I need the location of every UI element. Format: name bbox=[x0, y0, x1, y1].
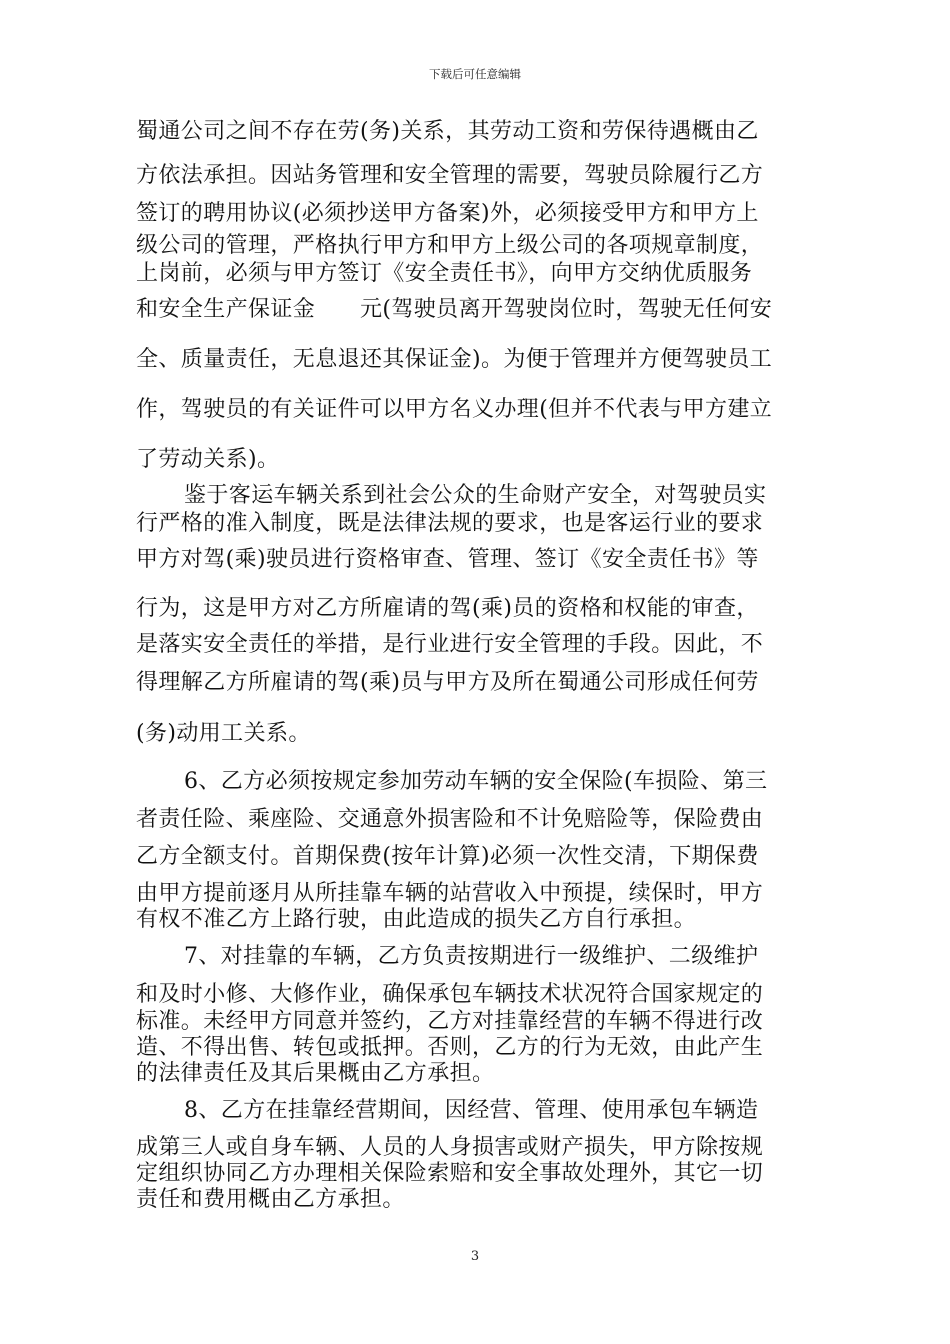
text-line: 的法律责任及其后果概由乙方承担。 bbox=[136, 1061, 495, 1086]
text-line: 者责任险、乘座险、交通意外损害险和不计免赔险等，保险费由 bbox=[136, 807, 764, 832]
text-line: 了劳动关系)。 bbox=[136, 447, 280, 472]
text-line: 全、质量责任，无息退还其保证金)。为便于管理并方便驾驶员工 bbox=[136, 347, 773, 372]
text-line: 甲方对驾(乘)驶员进行资格审查、管理、签订《安全责任书》等 bbox=[136, 547, 759, 572]
text-line: 级公司的管理，严格执行甲方和甲方上级公司的各项规章制度， bbox=[136, 233, 764, 258]
text-line: 得理解乙方所雇请的驾(乘)员与甲方及所在蜀通公司形成任何劳 bbox=[136, 670, 759, 695]
paragraph-first-line: 7、对挂靠的车辆，乙方负责按期进行一级维护、二级维护 bbox=[184, 944, 759, 969]
text-line: 签订的聘用协议(必须抄送甲方备案)外，必须接受甲方和甲方上 bbox=[136, 201, 759, 226]
text-line: 和安全生产保证金 元(驾驶员离开驾驶岗位时，驾驶无任何安 bbox=[136, 297, 773, 322]
text-line: 和及时小修、大修作业，确保承包车辆技术状况符合国家规定的 bbox=[136, 982, 764, 1007]
text-line: 由甲方提前逐月从所挂靠车辆的站营收入中预提，续保时，甲方 bbox=[136, 881, 764, 906]
text-line: 作，驾驶员的有关证件可以甲方名义办理(但并不代表与甲方建立 bbox=[136, 397, 773, 422]
text-line: 上岗前，必须与甲方签订《安全责任书》，向甲方交纳优质服务 bbox=[136, 261, 753, 286]
text-line: 方依法承担。因站务管理和安全管理的需要，驾驶员除履行乙方 bbox=[136, 163, 764, 188]
text-line: 蜀通公司之间不存在劳(务)关系，其劳动工资和劳保待遇概由乙 bbox=[136, 119, 759, 144]
text-line: 行为，这是甲方对乙方所雇请的驾(乘)员的资格和权能的审查， bbox=[136, 596, 759, 621]
text-line: 行严格的准入制度，既是法律法规的要求，也是客运行业的要求 bbox=[136, 511, 764, 536]
text-line: 有权不准乙方上路行驶，由此造成的损失乙方自行承担。 bbox=[136, 907, 697, 932]
page-number: 3 bbox=[470, 1249, 480, 1264]
paragraph-first-line: 6、乙方必须按规定参加劳动车辆的安全保险(车损险、第三 bbox=[184, 769, 768, 794]
text-line: 乙方全额支付。首期保费(按年计算)必须一次性交清，下期保费 bbox=[136, 844, 759, 869]
paragraph-first-line: 鉴于客运车辆关系到社会公众的生命财产安全，对驾驶员实 bbox=[184, 483, 767, 508]
text-line: 造、不得出售、转包或抵押。否则，乙方的行为无效，由此产生 bbox=[136, 1035, 764, 1060]
text-line: 是落实安全责任的举措，是行业进行安全管理的手段。因此，不 bbox=[136, 632, 764, 657]
text-line: 标准。未经甲方同意并签约，乙方对挂靠经营的车辆不得进行改 bbox=[136, 1009, 764, 1034]
paragraph-first-line: 8、乙方在挂靠经营期间，因经营、管理、使用承包车辆造 bbox=[184, 1098, 759, 1123]
header-note: 下载后可任意编辑 bbox=[429, 67, 521, 81]
text-line: 成第三人或自身车辆、人员的人身损害或财产损失，甲方除按规 bbox=[136, 1135, 764, 1160]
text-line: (务)动用工关系。 bbox=[136, 721, 311, 746]
text-line: 责任和费用概由乙方承担。 bbox=[136, 1187, 405, 1212]
text-line: 定组织协同乙方办理相关保险索赔和安全事故处理外，其它一切 bbox=[136, 1161, 764, 1186]
